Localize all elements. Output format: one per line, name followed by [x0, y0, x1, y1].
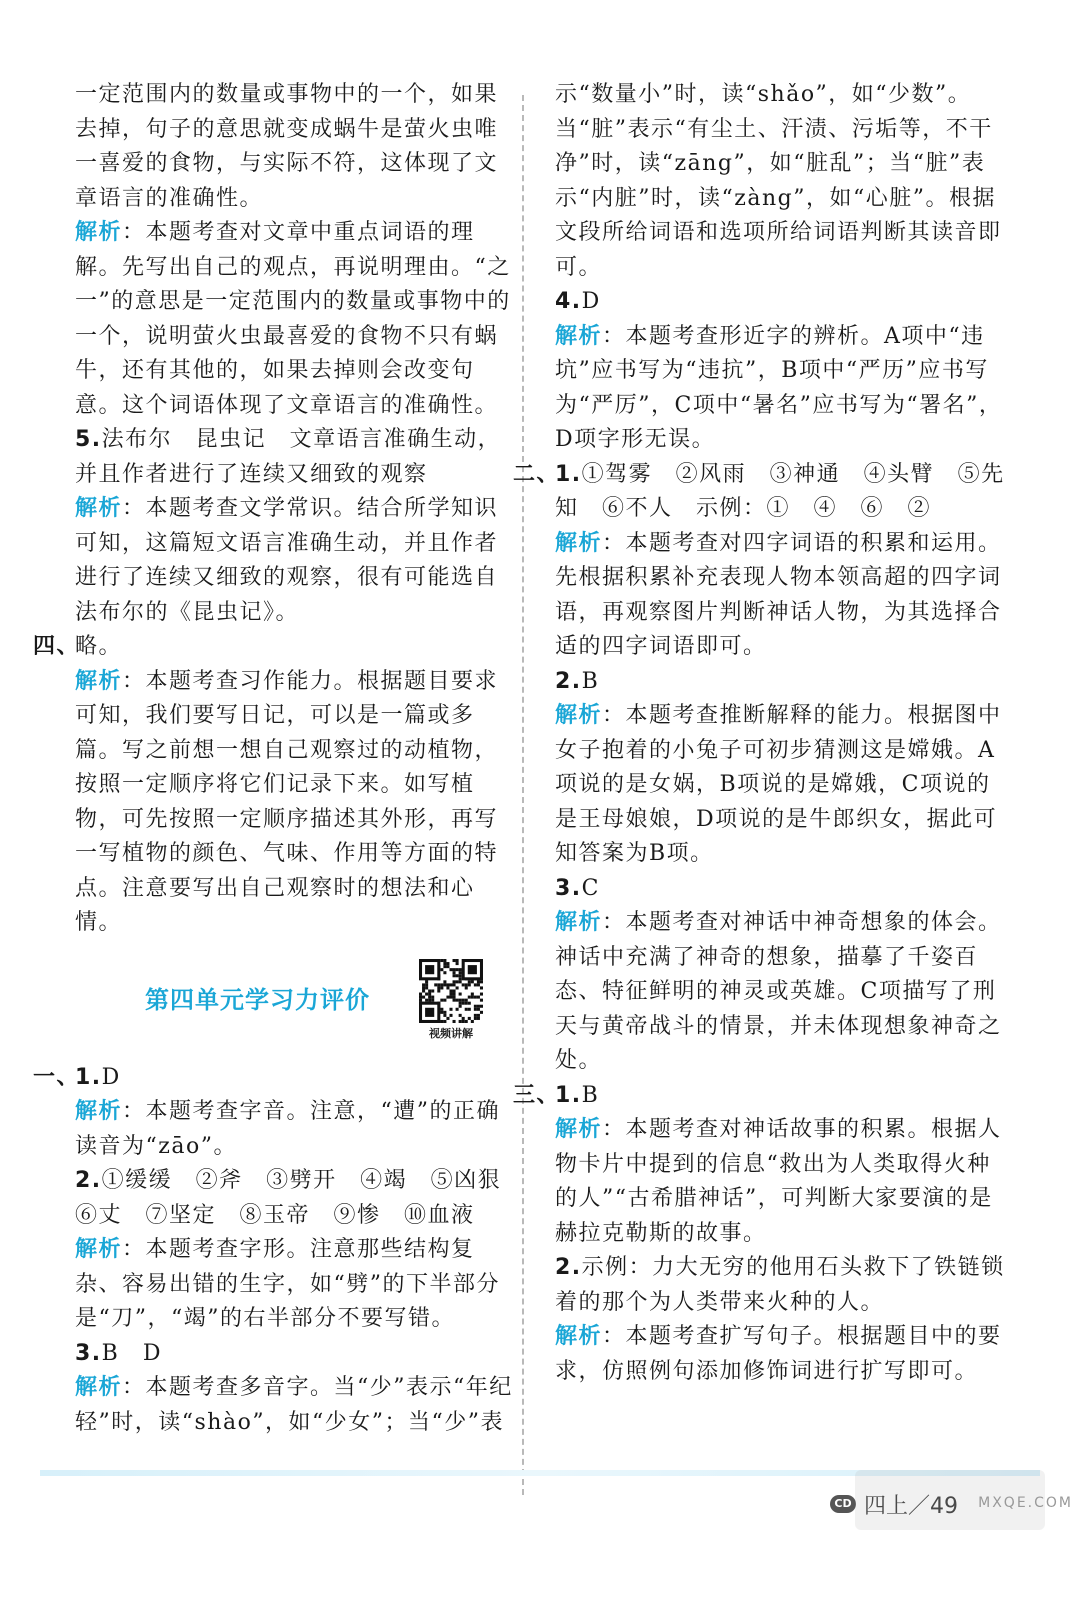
answer-number: 3.: [75, 1340, 102, 1366]
analysis-text: ：本题考查扩写句子。根据题目中的要求，仿照例句添加修饰词进行扩写即可。: [555, 1324, 1002, 1384]
answer-text: C: [581, 875, 601, 901]
analysis-paragraph: [75, 216, 515, 423]
analysis-label: 解析: [555, 910, 603, 935]
analysis-label: 解析: [75, 668, 123, 694]
analysis-paragraph: [555, 906, 1005, 1079]
answer-number: 1.: [555, 461, 582, 487]
section-answer: [33, 630, 515, 665]
answer-item: [555, 285, 1005, 320]
analysis-paragraph: [75, 1233, 515, 1337]
section-marker: 四、: [33, 634, 81, 659]
analysis-paragraph: [555, 320, 1005, 458]
analysis-text: ：本题考查习作能力。根据题目要求可知，我们要写日记，可以是一篇或多篇。写之前想一想自己观察过的动植物，按照一定顺序将它们记录下来。如写植物，可先按照一定顺序描述其外形，再写一写植物的颜色、气味、作用等方面的特点。注意要写出自己观察时的想法和心情。: [75, 668, 499, 935]
analysis-text: ：本题考查形近字的辨析。A项中“违坑”应书写为“违抗”，B项中“严历”应书写为“严厉”，C项中“暑名”应书写为“署名”，D项字形无误。: [555, 323, 1003, 452]
analysis-paragraph: [555, 1113, 1005, 1251]
cd-badge-icon: CD: [830, 1495, 856, 1513]
analysis-label: 解析: [555, 1117, 603, 1142]
answer-item: [555, 1251, 1005, 1320]
answer-text: D: [581, 289, 601, 314]
analysis-text: ：本题考查对四字词语的积累和运用。先根据积累补充表现人物本领高超的四字词语，再观察图片判断神话人物，为其选择合适的四字词语即可。: [555, 530, 1002, 659]
analysis-paragraph: [75, 1095, 515, 1164]
analysis-text: ：本题考查文学常识。结合所学知识可知，这篇短文语言准确生动，并且作者进行了连续又细致的观察，很有可能选自法布尔的《昆虫记》。: [75, 496, 499, 625]
section-marker: 一、: [33, 1064, 81, 1090]
analysis-text: ：本题考查对神话中神奇想象的体会。神话中充满了神奇的想象，描摹了千姿百态、特征鲜明的神灵或英雄。C项描写了刑天与黄帝战斗的情景，并未体现想象神奇之处。: [555, 910, 1002, 1073]
section-answer: [513, 458, 1005, 527]
analysis-label: 解析: [75, 496, 123, 521]
answer-number: 1.: [75, 1064, 102, 1090]
unit-title-block: [75, 959, 515, 1039]
analysis-text: ：本题考查对文章中重点词语的理解。先写出自己的观点，再说明理由。“之一”的意思是一定范围内的数量或事物中的一个，说明萤火虫最喜爱的食物不只有蜗牛，还有其他的，如果去掉则会改变句意。这个词语体现了文章语言的准确性。: [75, 220, 511, 418]
answer-item: [555, 665, 1005, 700]
paragraph-text: 示“数量小”时，读“shǎo”，如“少数”。当“脏”表示“有尘土、汗渍、污垢等，不干净”时，读“zāng”，如“脏乱”；当“脏”表示“内脏”时，读“zàng”，如“心脏”。根据文段所给词语和选项所给词语判断其读音即可。: [555, 82, 1002, 280]
analysis-paragraph: [555, 527, 1005, 665]
answer-text: B: [581, 1082, 600, 1108]
analysis-label: 解析: [555, 1324, 603, 1349]
analysis-text: ：本题考查字音。注意，“遭”的正确读音为“zāo”。: [75, 1099, 501, 1159]
analysis-label: 解析: [555, 323, 603, 349]
analysis-paragraph: [75, 492, 515, 630]
qr-caption: 视频讲解: [429, 1026, 473, 1040]
analysis-text: ：本题考查多音字。当“少”表示“年纪轻”时，读“shào”，如“少女”；当“少”表: [75, 1375, 513, 1435]
answer-number: 5.: [75, 427, 102, 452]
analysis-label: 解析: [555, 703, 603, 728]
answer-item: [555, 872, 1005, 907]
paragraph-text: 一定范围内的数量或事物中的一个，如果去掉，句子的意思就变成蜗牛是萤火虫唯一喜爱的食物，与实际不符，这体现了文章语言的准确性。: [75, 82, 499, 211]
answer-text: 法布尔 昆虫记 文章语言准确生动，并且作者进行了连续又细致的观察: [75, 427, 502, 487]
answer-text: D: [101, 1064, 121, 1090]
answer-text: ①驾雾 ②风雨 ③神通 ④头臂 ⑤先知 ⑥不人 示例：① ④ ⑥ ②: [555, 461, 1005, 521]
answer-number: 3.: [555, 875, 582, 901]
answer-text: ①缓缓 ②斧 ③劈开 ④竭 ⑤凶狠 ⑥丈 ⑦坚定 ⑧玉帝 ⑨惨 ⑩血液: [75, 1168, 525, 1228]
analysis-label: 解析: [555, 530, 603, 556]
analysis-paragraph: [555, 1320, 1005, 1389]
section-answer: [33, 1061, 515, 1096]
watermark-text: MXQE.COM: [978, 1495, 1073, 1511]
answer-number: 2.: [555, 668, 582, 694]
answer-item: [75, 1337, 515, 1372]
section-answer: [513, 1079, 1005, 1114]
unit-title: 第四单元学习力评价: [145, 985, 370, 1014]
analysis-label: 解析: [75, 1237, 123, 1262]
page-number: 四上／49: [864, 1493, 958, 1519]
analysis-label: 解析: [75, 1099, 123, 1124]
section-marker: 三、: [513, 1082, 561, 1108]
answer-item: [75, 1164, 525, 1233]
analysis-paragraph: [75, 1371, 515, 1440]
answer-text: 示例：力大无穷的他用石头救下了铁链锁着的那个为人类带来火种的人。: [555, 1255, 1005, 1315]
analysis-text: ：本题考查对神话故事的积累。根据人物卡片中提到的信息“救出为人类取得火种的人”“古希腊神话”，可判断大家要演的是赫拉克勒斯的故事。: [555, 1117, 1002, 1246]
analysis-paragraph: [75, 665, 515, 941]
analysis-text: ：本题考查字形。注意那些结构复杂、容易出错的生字，如“劈”的下半部分是“刀”，“竭”的右半部分不要写错。: [75, 1237, 500, 1331]
answer-number: 1.: [555, 1082, 582, 1108]
answer-number: 2.: [75, 1168, 102, 1193]
answer-text: B D: [101, 1340, 162, 1366]
column-divider: [522, 95, 524, 1495]
section-marker: 二、: [513, 461, 561, 487]
right-column: [513, 78, 1005, 1389]
analysis-label: 解析: [75, 1375, 123, 1400]
answer-item: [75, 423, 515, 492]
analysis-text: ：本题考查推断解释的能力。根据图中女子抱着的小兔子可初步猜测这是嫦娥。A项说的是女娲，B项说的是嫦娥，C项说的是王母娘娘，D项说的是牛郎织女，据此可知答案为B项。: [555, 703, 1002, 866]
answer-number: 2.: [555, 1255, 582, 1280]
left-column: [33, 78, 525, 1440]
answer-text: B: [581, 668, 600, 694]
analysis-paragraph: [555, 699, 1005, 872]
analysis-label: 解析: [75, 220, 123, 245]
qr-code-icon[interactable]: [419, 959, 483, 1023]
answer-number: 4.: [555, 289, 582, 314]
section-text: 略。: [75, 634, 123, 659]
